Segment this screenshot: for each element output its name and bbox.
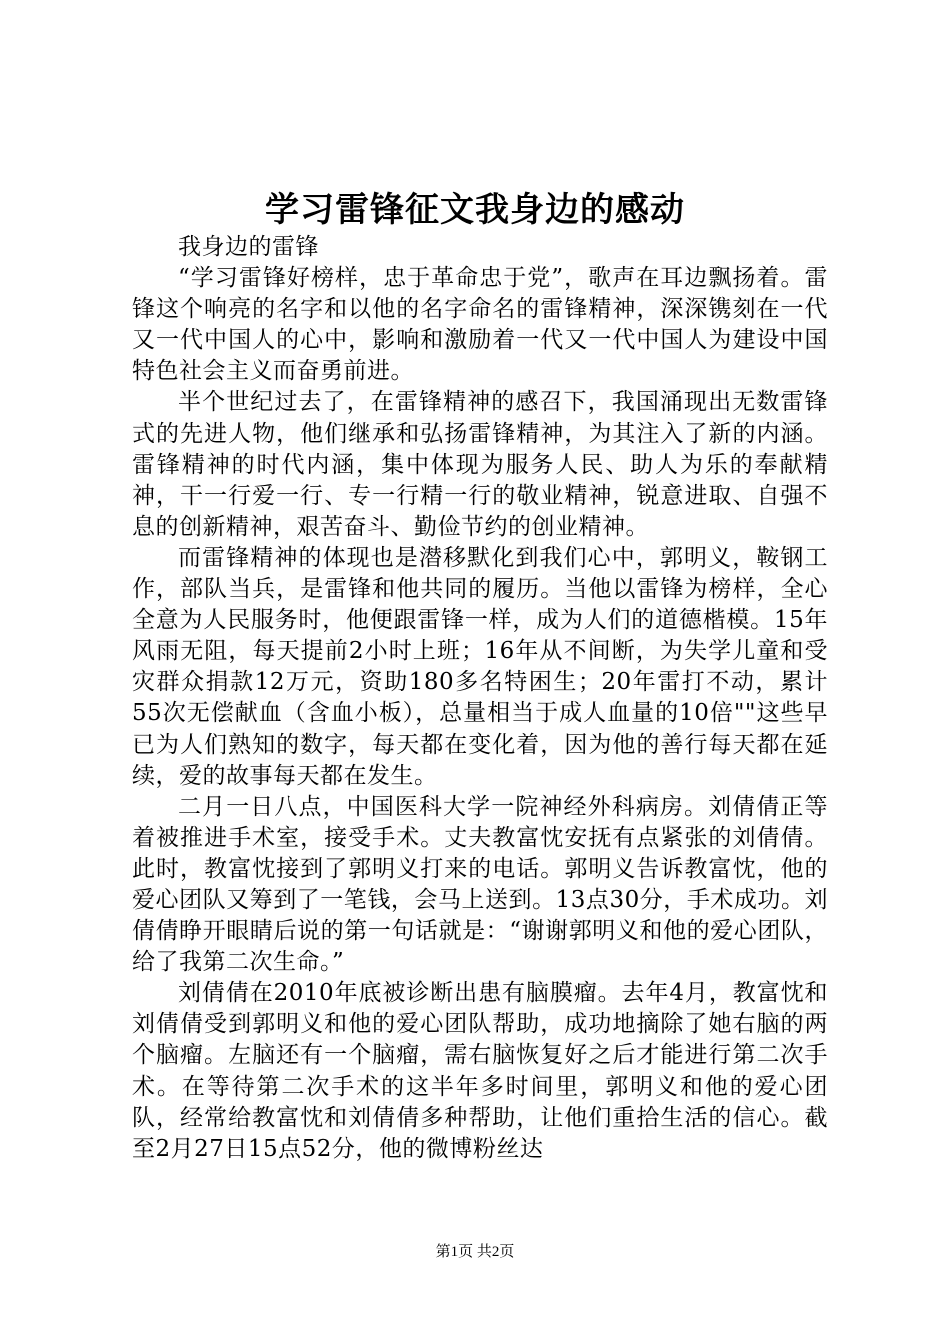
paragraph: “学习雷锋好榜样，忠于革命忠于党”，歌声在耳边飘扬着。雷锋这个响亮的名字和以他的名字命名的雷锋精神，深深镌刻在一代又一代中国人的心中，影响和激励着一代又一代中国人为建设中国特色社会主义而奋勇前进。 bbox=[132, 265, 828, 385]
paragraph: 半个世纪过去了，在雷锋精神的感召下，我国涌现出无数雷锋式的先进人物，他们继承和弘扬雷锋精神，为其注入了新的内涵。雷锋精神的时代内涵，集中体现为服务人民、助人为乐的奉献精神，干一行爱一行、专一行精一行的敬业精神，锐意进取、自强不息的创新精神，艰苦奋斗、勤俭节约的创业精神。 bbox=[132, 389, 828, 540]
page-footer: 第1页 共2页 bbox=[435, 1244, 515, 1260]
paragraph: 二月一日八点，中国医科大学一院神经外科病房。刘倩倩正等着被推进手术室，接受手术。丈夫教富忱安抚有点紧张的刘倩倩。此时，教富忱接到了郭明义打来的电话。郭明义告诉教富忱，他的爱心团队又筹到了一笔钱，会马上送到。13点30分，手术成功。刘倩倩睁开眼睛后说的第一句话就是：“谢谢郭明义和他的爱心团队，给了我第二次生命。” bbox=[132, 793, 828, 976]
document-body bbox=[132, 232, 828, 1165]
paragraph: 而雷锋精神的体现也是潜移默化到我们心中，郭明义，鞍钢工作，部队当兵，是雷锋和他共同的履历。当他以雷锋为榜样，全心全意为人民服务时，他便跟雷锋一样，成为人们的道德楷模。15年风雨无阻，每天提前2小时上班；16年从不间断，为失学儿童和受灾群众捐款12万元，资助180多名特困生；20年雷打不动，累计55次无偿献血（含血小板），总量相当于成人血量的10倍""这些早已为人们熟知的数字，每天都在变化着，因为他的善行每天都在延续，爱的故事每天都在发生。 bbox=[132, 544, 828, 789]
document-title: 学习雷锋征文我身边的感动 bbox=[265, 190, 685, 230]
paragraph: 刘倩倩在2010年底被诊断出患有脑膜瘤。去年4月，教富忱和刘倩倩受到郭明义和他的爱心团队帮助，成功地摘除了她右脑的两个脑瘤。左脑还有一个脑瘤，需右脑恢复好之后才能进行第二次手术。在等待第二次手术的这半年多时间里，郭明义和他的爱心团队，经常给教富忱和刘倩倩多种帮助，让他们重拾生活的信心。截至2月27日15点52分，他的微博粉丝达 bbox=[132, 980, 828, 1162]
paragraph-subheading: 我身边的雷锋 bbox=[178, 234, 319, 260]
